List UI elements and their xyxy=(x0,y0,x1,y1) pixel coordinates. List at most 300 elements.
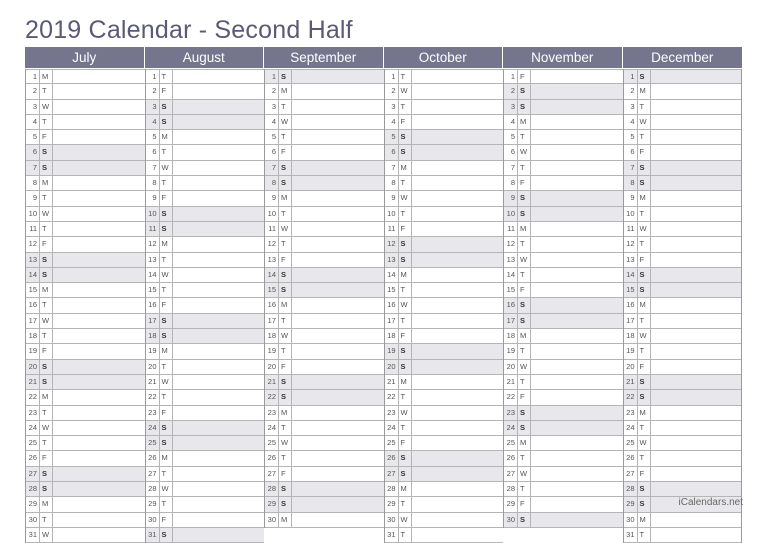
day-note-space xyxy=(651,222,742,236)
day-note-space xyxy=(531,283,623,297)
day-of-week: S xyxy=(160,222,173,236)
day-of-week: W xyxy=(160,161,173,175)
day-of-week: S xyxy=(160,421,173,435)
day-number: 21 xyxy=(624,375,638,389)
day-note-space xyxy=(412,314,504,328)
day-note-space xyxy=(53,344,145,358)
day-row xyxy=(146,253,265,268)
day-note-space xyxy=(651,145,742,159)
day-row xyxy=(265,451,384,466)
day-note-space xyxy=(651,482,742,496)
day-of-week: F xyxy=(638,467,651,481)
day-of-week: T xyxy=(160,390,173,404)
day-note-space xyxy=(531,100,623,114)
day-note-space xyxy=(651,390,742,404)
day-of-week: T xyxy=(518,130,531,144)
day-row xyxy=(385,176,504,191)
day-of-week: M xyxy=(399,375,412,389)
day-note-space xyxy=(53,176,145,190)
day-of-week: S xyxy=(638,283,651,297)
day-number: 29 xyxy=(265,497,279,511)
day-note-space xyxy=(531,314,623,328)
day-number: 9 xyxy=(385,191,399,205)
day-row xyxy=(265,69,384,84)
day-row xyxy=(504,283,623,298)
day-of-week: T xyxy=(638,100,651,114)
day-of-week: W xyxy=(279,329,292,343)
day-of-week: T xyxy=(518,237,531,251)
day-number: 31 xyxy=(624,528,638,542)
day-row xyxy=(26,84,145,99)
day-row xyxy=(624,314,742,329)
day-note-space xyxy=(173,115,265,129)
day-of-week: W xyxy=(160,268,173,282)
day-number: 26 xyxy=(26,451,40,465)
day-number: 5 xyxy=(146,130,160,144)
day-note-space xyxy=(531,70,623,83)
day-note-space xyxy=(412,528,504,542)
day-row xyxy=(265,360,384,375)
day-of-week: T xyxy=(518,344,531,358)
day-row xyxy=(265,115,384,130)
month-header: July xyxy=(25,47,145,68)
day-number: 16 xyxy=(146,298,160,312)
day-number: 16 xyxy=(385,298,399,312)
day-row xyxy=(146,191,265,206)
day-of-week: F xyxy=(638,145,651,159)
day-note-space xyxy=(292,329,384,343)
day-number: 14 xyxy=(504,268,518,282)
day-note-space xyxy=(173,283,265,297)
day-number: 18 xyxy=(26,329,40,343)
day-number: 24 xyxy=(265,421,279,435)
day-of-week: T xyxy=(518,161,531,175)
day-number: 24 xyxy=(624,421,638,435)
day-note-space xyxy=(531,191,623,205)
day-note-space xyxy=(412,513,504,527)
day-number: 26 xyxy=(265,451,279,465)
day-row xyxy=(385,115,504,130)
day-of-week: F xyxy=(160,406,173,420)
day-number: 8 xyxy=(385,176,399,190)
day-note-space xyxy=(651,253,742,267)
day-of-week: S xyxy=(518,84,531,98)
day-row xyxy=(146,375,265,390)
day-row xyxy=(265,344,384,359)
day-row xyxy=(146,176,265,191)
day-note-space xyxy=(292,451,384,465)
day-row xyxy=(385,207,504,222)
day-number: 29 xyxy=(385,497,399,511)
day-note-space xyxy=(53,390,145,404)
day-number: 15 xyxy=(26,283,40,297)
day-row xyxy=(146,513,265,528)
day-row xyxy=(624,237,742,252)
day-row xyxy=(385,329,504,344)
day-row xyxy=(504,100,623,115)
day-number: 1 xyxy=(624,70,638,83)
day-note-space xyxy=(531,268,623,282)
day-note-space xyxy=(412,406,504,420)
day-number: 7 xyxy=(265,161,279,175)
day-note-space xyxy=(53,115,145,129)
day-row xyxy=(146,329,265,344)
day-number: 28 xyxy=(265,482,279,496)
day-number: 28 xyxy=(26,482,40,496)
day-of-week: S xyxy=(638,268,651,282)
day-of-week: T xyxy=(40,436,53,450)
day-row xyxy=(385,497,504,512)
day-note-space xyxy=(173,436,265,450)
day-row xyxy=(26,451,145,466)
day-of-week: F xyxy=(518,283,531,297)
day-row xyxy=(265,436,384,451)
day-number: 24 xyxy=(504,421,518,435)
day-number: 3 xyxy=(624,100,638,114)
day-number: 28 xyxy=(146,482,160,496)
day-of-week: S xyxy=(399,451,412,465)
day-row xyxy=(146,497,265,512)
day-row xyxy=(26,528,145,543)
day-row xyxy=(385,130,504,145)
day-note-space xyxy=(412,436,504,450)
day-row xyxy=(146,482,265,497)
day-note-space xyxy=(531,145,623,159)
day-of-week: S xyxy=(160,436,173,450)
day-note-space xyxy=(53,145,145,159)
day-of-week: T xyxy=(279,421,292,435)
day-row xyxy=(26,406,145,421)
day-row xyxy=(146,237,265,252)
day-of-week: S xyxy=(518,100,531,114)
day-number: 3 xyxy=(26,100,40,114)
day-note-space xyxy=(292,130,384,144)
day-number: 14 xyxy=(265,268,279,282)
day-of-week: W xyxy=(40,421,53,435)
day-number: 1 xyxy=(385,70,399,83)
day-note-space xyxy=(173,145,265,159)
day-row xyxy=(26,329,145,344)
day-of-week: T xyxy=(40,298,53,312)
day-of-week: F xyxy=(518,70,531,83)
day-number: 12 xyxy=(265,237,279,251)
day-row xyxy=(26,283,145,298)
month-column xyxy=(25,47,145,543)
day-note-space xyxy=(531,130,623,144)
day-note-space xyxy=(53,482,145,496)
day-row xyxy=(504,436,623,451)
day-number: 19 xyxy=(624,344,638,358)
day-row xyxy=(265,375,384,390)
day-of-week: T xyxy=(638,130,651,144)
day-note-space xyxy=(412,207,504,221)
day-number: 14 xyxy=(624,268,638,282)
day-note-space xyxy=(173,421,265,435)
day-note-space xyxy=(173,207,265,221)
day-row xyxy=(265,100,384,115)
day-note-space xyxy=(651,283,742,297)
day-row xyxy=(146,390,265,405)
day-of-week: T xyxy=(160,253,173,267)
day-note-space xyxy=(173,253,265,267)
day-note-space xyxy=(531,253,623,267)
day-row xyxy=(265,406,384,421)
day-row xyxy=(504,467,623,482)
day-note-space xyxy=(412,298,504,312)
day-of-week: S xyxy=(279,161,292,175)
day-number: 29 xyxy=(624,497,638,511)
day-note-space xyxy=(531,84,623,98)
day-number: 21 xyxy=(385,375,399,389)
day-note-space xyxy=(53,375,145,389)
day-row xyxy=(504,84,623,99)
day-row xyxy=(385,360,504,375)
day-of-week: T xyxy=(279,451,292,465)
day-list xyxy=(623,69,743,543)
day-number: 18 xyxy=(624,329,638,343)
day-of-week: F xyxy=(399,115,412,129)
day-row xyxy=(504,497,623,512)
day-row xyxy=(26,421,145,436)
day-row xyxy=(504,237,623,252)
day-number: 2 xyxy=(146,84,160,98)
day-note-space xyxy=(651,268,742,282)
day-note-space xyxy=(412,421,504,435)
day-of-week: T xyxy=(279,130,292,144)
day-of-week: T xyxy=(399,314,412,328)
day-of-week: W xyxy=(40,314,53,328)
day-row xyxy=(26,298,145,313)
day-number: 19 xyxy=(265,344,279,358)
day-of-week: S xyxy=(40,161,53,175)
day-note-space xyxy=(53,161,145,175)
day-of-week: S xyxy=(638,482,651,496)
day-row xyxy=(26,145,145,160)
day-note-space xyxy=(412,222,504,236)
day-row xyxy=(385,253,504,268)
day-note-space xyxy=(531,360,623,374)
day-of-week: W xyxy=(638,115,651,129)
day-row xyxy=(385,421,504,436)
day-number: 1 xyxy=(146,70,160,83)
day-number: 6 xyxy=(385,145,399,159)
day-number: 26 xyxy=(146,451,160,465)
day-number: 25 xyxy=(146,436,160,450)
day-number: 20 xyxy=(385,360,399,374)
day-number: 11 xyxy=(26,222,40,236)
day-note-space xyxy=(292,253,384,267)
day-of-week: S xyxy=(160,207,173,221)
day-number: 21 xyxy=(146,375,160,389)
day-note-space xyxy=(53,451,145,465)
day-note-space xyxy=(292,298,384,312)
day-of-week: M xyxy=(40,70,53,83)
day-number: 15 xyxy=(265,283,279,297)
day-note-space xyxy=(531,482,623,496)
day-row xyxy=(146,421,265,436)
day-note-space xyxy=(53,329,145,343)
day-note-space xyxy=(651,406,742,420)
day-number: 25 xyxy=(265,436,279,450)
day-row xyxy=(265,253,384,268)
day-row xyxy=(385,69,504,84)
day-row xyxy=(624,360,742,375)
day-number: 6 xyxy=(26,145,40,159)
day-row xyxy=(504,69,623,84)
day-note-space xyxy=(292,115,384,129)
day-number: 15 xyxy=(624,283,638,297)
day-number: 24 xyxy=(26,421,40,435)
day-of-week: S xyxy=(399,344,412,358)
day-note-space xyxy=(173,513,265,527)
day-of-week: F xyxy=(399,436,412,450)
day-note-space xyxy=(292,268,384,282)
day-of-week: F xyxy=(399,329,412,343)
day-of-week: S xyxy=(40,268,53,282)
day-of-week: W xyxy=(160,482,173,496)
day-row xyxy=(146,344,265,359)
day-note-space xyxy=(412,329,504,343)
day-number: 8 xyxy=(265,176,279,190)
day-of-week: W xyxy=(279,115,292,129)
day-number: 12 xyxy=(504,237,518,251)
day-number: 20 xyxy=(265,360,279,374)
day-row xyxy=(26,314,145,329)
day-row xyxy=(26,436,145,451)
day-of-week: S xyxy=(399,145,412,159)
day-row xyxy=(385,375,504,390)
day-row xyxy=(504,145,623,160)
day-of-week: T xyxy=(399,176,412,190)
day-of-week: M xyxy=(40,176,53,190)
day-note-space xyxy=(173,406,265,420)
day-row xyxy=(385,84,504,99)
day-number: 6 xyxy=(624,145,638,159)
day-row xyxy=(504,329,623,344)
day-number: 14 xyxy=(385,268,399,282)
day-note-space xyxy=(173,84,265,98)
day-number: 20 xyxy=(146,360,160,374)
month-header: November xyxy=(503,47,623,68)
day-row xyxy=(385,237,504,252)
day-of-week: M xyxy=(399,482,412,496)
day-row xyxy=(504,268,623,283)
day-note-space xyxy=(173,268,265,282)
day-of-week: W xyxy=(518,145,531,159)
day-number: 22 xyxy=(265,390,279,404)
day-number: 22 xyxy=(504,390,518,404)
day-number: 9 xyxy=(504,191,518,205)
day-of-week: M xyxy=(518,436,531,450)
day-note-space xyxy=(53,268,145,282)
day-of-week: T xyxy=(638,528,651,542)
day-note-space xyxy=(173,237,265,251)
day-note-space xyxy=(412,268,504,282)
day-of-week: S xyxy=(279,176,292,190)
day-number: 15 xyxy=(385,283,399,297)
day-row xyxy=(26,482,145,497)
day-of-week: F xyxy=(638,253,651,267)
day-row xyxy=(385,191,504,206)
day-of-week: S xyxy=(40,375,53,389)
day-of-week: T xyxy=(160,360,173,374)
day-number: 17 xyxy=(504,314,518,328)
day-row xyxy=(504,513,623,528)
day-note-space xyxy=(412,100,504,114)
day-of-week: M xyxy=(399,161,412,175)
day-row xyxy=(385,161,504,176)
day-row xyxy=(624,482,742,497)
day-of-week: F xyxy=(279,360,292,374)
day-number: 8 xyxy=(624,176,638,190)
day-of-week: W xyxy=(399,406,412,420)
day-note-space xyxy=(53,497,145,511)
day-row xyxy=(624,176,742,191)
day-note-space xyxy=(173,222,265,236)
day-number: 9 xyxy=(26,191,40,205)
day-of-week: W xyxy=(40,528,53,542)
day-row xyxy=(146,207,265,222)
day-row xyxy=(265,145,384,160)
day-note-space xyxy=(651,161,742,175)
day-row xyxy=(504,161,623,176)
day-row xyxy=(385,100,504,115)
day-note-space xyxy=(412,130,504,144)
day-note-space xyxy=(651,421,742,435)
day-row xyxy=(385,528,504,543)
day-number: 5 xyxy=(265,130,279,144)
day-of-week: W xyxy=(279,222,292,236)
day-row xyxy=(26,176,145,191)
day-note-space xyxy=(173,482,265,496)
day-number: 13 xyxy=(146,253,160,267)
day-of-week: T xyxy=(518,375,531,389)
day-number: 17 xyxy=(265,314,279,328)
day-of-week: W xyxy=(160,375,173,389)
day-of-week: S xyxy=(160,100,173,114)
day-of-week: S xyxy=(638,161,651,175)
day-note-space xyxy=(651,513,742,527)
day-note-space xyxy=(173,329,265,343)
day-row xyxy=(624,451,742,466)
day-note-space xyxy=(292,237,384,251)
day-of-week: M xyxy=(638,84,651,98)
month-header: December xyxy=(623,47,743,68)
day-row xyxy=(26,253,145,268)
day-row xyxy=(504,344,623,359)
day-of-week: T xyxy=(399,421,412,435)
day-of-week: F xyxy=(279,253,292,267)
day-number: 11 xyxy=(265,222,279,236)
day-row xyxy=(504,314,623,329)
day-of-week: M xyxy=(160,237,173,251)
day-number: 6 xyxy=(504,145,518,159)
day-number: 23 xyxy=(624,406,638,420)
day-of-week: S xyxy=(399,130,412,144)
day-of-week: T xyxy=(518,482,531,496)
day-row xyxy=(265,283,384,298)
day-note-space xyxy=(412,176,504,190)
day-number: 19 xyxy=(504,344,518,358)
day-number: 6 xyxy=(265,145,279,159)
day-number: 8 xyxy=(504,176,518,190)
day-number: 13 xyxy=(26,253,40,267)
day-note-space xyxy=(173,130,265,144)
day-of-week: S xyxy=(40,482,53,496)
day-row xyxy=(146,69,265,84)
day-of-week: W xyxy=(518,253,531,267)
month-header: October xyxy=(384,47,504,68)
